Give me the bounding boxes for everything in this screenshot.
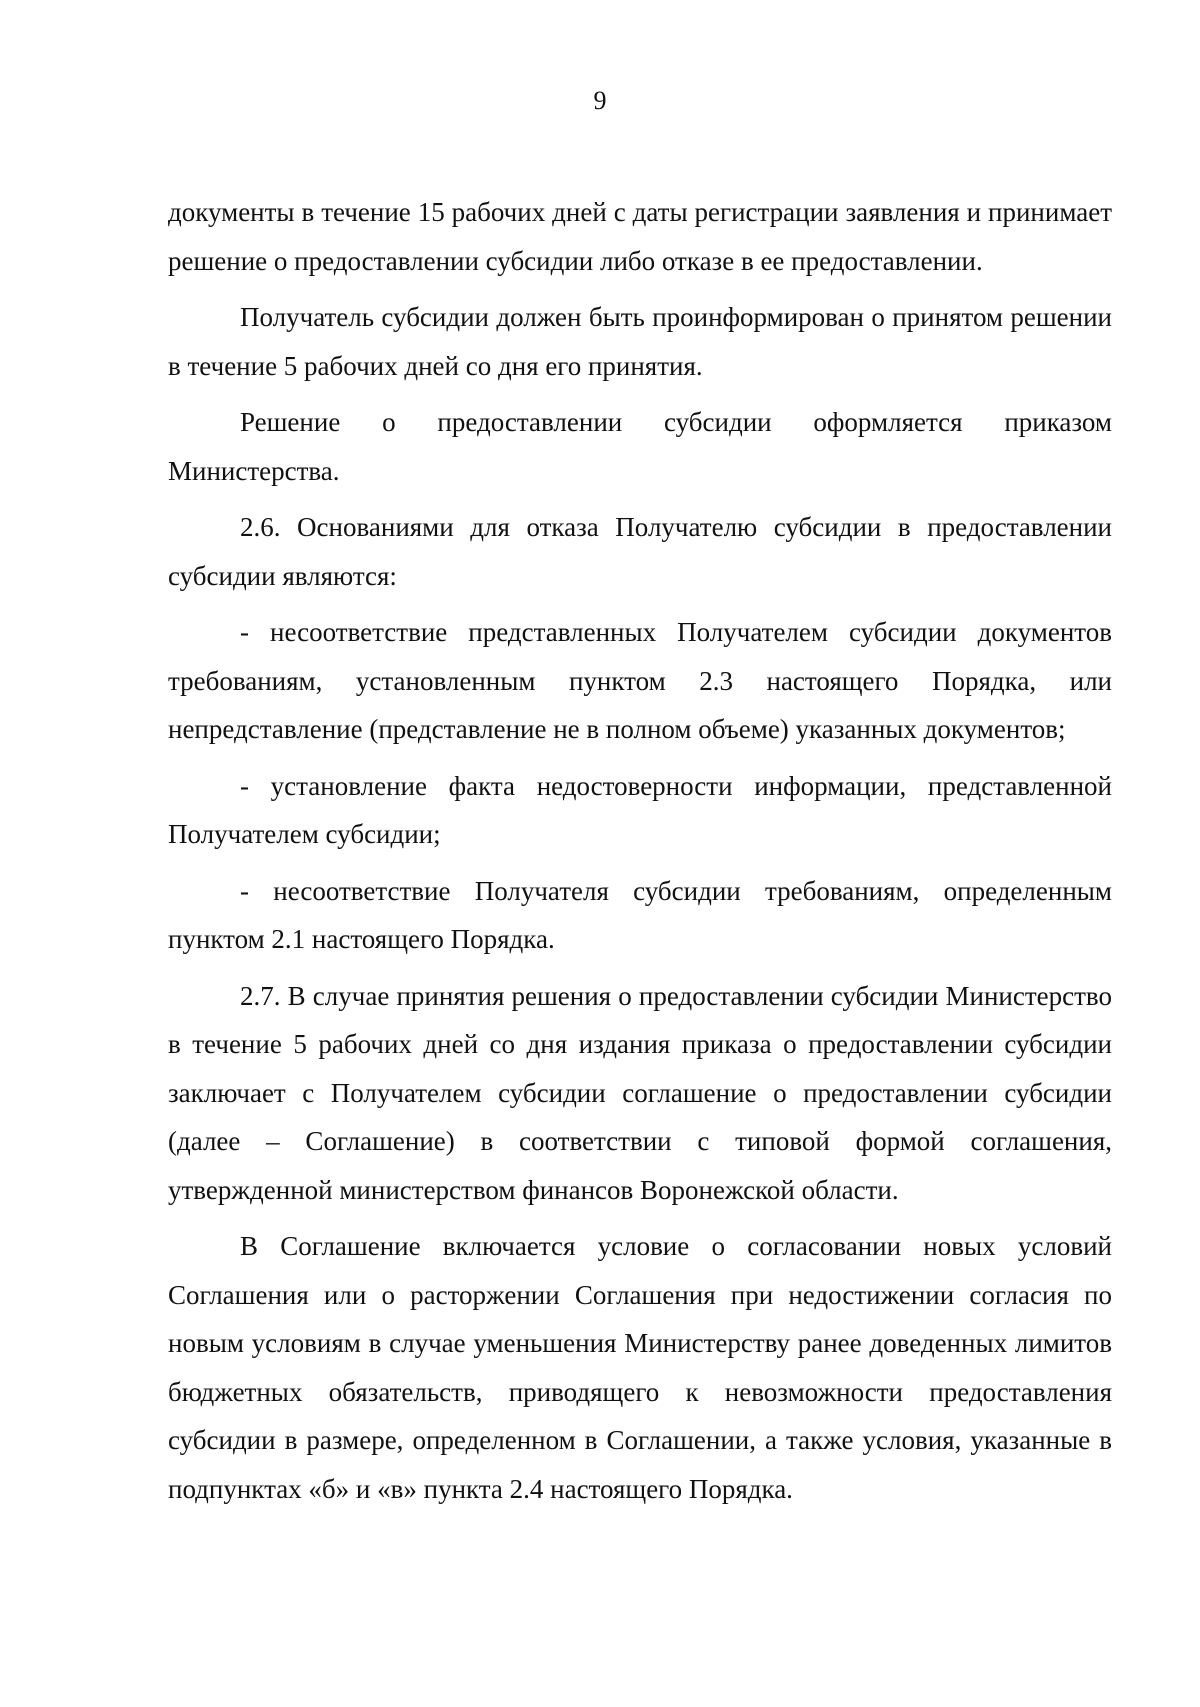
paragraph-continuation: документы в течение 15 рабочих дней с даты регистрации заявления и принимает решение о предоставлении субсидии либо отказе в ее предоставлении. [168,197,1112,276]
list-item-false-information: - установление факта недостоверности информации, представленной Получателем субсидии; [168,770,1112,849]
paragraph-refusal-grounds: 2.6. Основаниями для отказа Получателю субсидии в предоставлении субсидии являются: [168,512,1112,591]
page-number: 9 [593,86,607,115]
document-body [168,188,1112,1521]
paragraph-agreement: 2.7. В случае принятия решения о предоставлении субсидии Министерство в течение 5 рабочих дней со дня издания приказа о предоставлении субсидии заключает с Получателем субсидии соглашение о предоставлении субсидии (далее – Соглашение) в соответствии с типовой формой соглашения, утвержденной министерством финансов Воронежской области. [168,980,1112,1205]
paragraph-decision-order: Решение о предоставлении субсидии оформляется приказом Министерства. [168,407,1112,486]
paragraph-agreement-conditions: В Соглашение включается условие о согласовании новых условий Соглашения или о расторжении Соглашения при недостижении согласия по новым условиям в случае уменьшения Министерству ранее доведенных лимитов бюджетных обязательств, приводящего к невозможности предоставления субсидии в размере, определенном в Соглашении, а также условия, указанные в подпунктах «б» и «в» пункта 2.4 настоящего Порядка. [168,1231,1112,1504]
paragraph-notification: Получатель субсидии должен быть проинформирован о принятом решении в течение 5 рабочих дней со дня его принятия. [168,302,1112,381]
list-item-nonconformity-documents: - несоответствие представленных Получателем субсидии документов требованиям, установленным пунктом 2.3 настоящего Порядка, или непредставление (представление не в полном объеме) указанных документов; [168,617,1112,744]
list-item-nonconformity-recipient: - несоответствие Получателя субсидии требованиям, определенным пунктом 2.1 настоящего Порядка. [168,875,1112,954]
